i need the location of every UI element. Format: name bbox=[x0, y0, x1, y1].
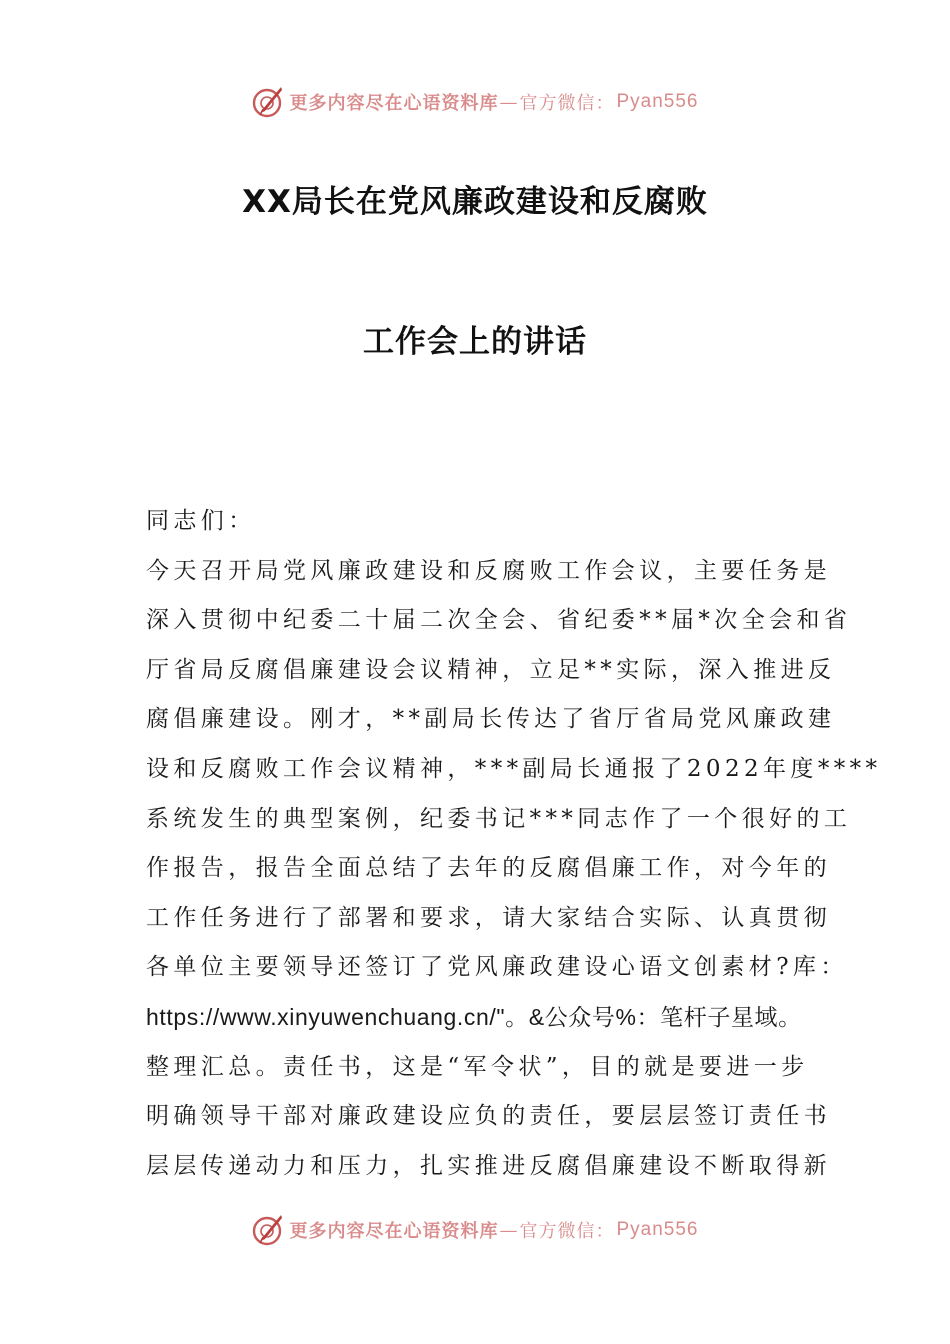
site-name: 更多内容尽在心语资料库 bbox=[289, 93, 499, 114]
wechat-id: Pyan556 bbox=[616, 1219, 699, 1240]
body-line: 深入贯彻中纪委二十届二次全会、省纪委**届*次全会和省 bbox=[146, 607, 852, 634]
wechat-id: Pyan556 bbox=[616, 91, 699, 112]
body-line: 整理汇总。责任书，这是“军令状”，目的就是要进一步 bbox=[146, 1053, 809, 1080]
site-name: 更多内容尽在心语资料库 bbox=[289, 1221, 499, 1242]
wechat-label: 官方微信： bbox=[519, 93, 615, 114]
body-line: 腐倡廉建设。刚才，**副局长传达了省厅省局党风廉政建 bbox=[146, 706, 836, 733]
body-line-url: https://www.xinyuwenchuang.cn/"。&公众号%：笔杆子星域。 bbox=[146, 1003, 802, 1030]
quill-logo-icon bbox=[251, 85, 285, 119]
body-line: 各单位主要领导还签订了党风廉政建设心语文创素材?库： bbox=[146, 954, 848, 981]
banner-dash: — bbox=[499, 1219, 519, 1241]
speech-body bbox=[146, 497, 882, 1191]
document-title-line2: 工作会上的讲话 bbox=[363, 324, 587, 360]
body-line: 作报告，报告全面总结了去年的反腐倡廉工作，对今年的 bbox=[146, 855, 831, 882]
body-line: 系统发生的典型案例，纪委书记***同志作了一个很好的工 bbox=[146, 805, 852, 832]
footer-banner bbox=[0, 1210, 950, 1250]
banner-dash: — bbox=[499, 91, 519, 113]
wechat-label: 官方微信： bbox=[519, 1221, 615, 1242]
body-line: 设和反腐败工作会议精神，***副局长通报了2022年度**** bbox=[146, 755, 882, 782]
document-title-line1: XX局长在党风廉政建设和反腐败 bbox=[242, 184, 708, 220]
body-line: 层层传递动力和压力，扎实推进反腐倡廉建设不断取得新 bbox=[146, 1152, 831, 1179]
body-line: 同志们： bbox=[146, 508, 256, 534]
body-line: 今天召开局党风廉政建设和反腐败工作会议，主要任务是 bbox=[146, 557, 831, 584]
quill-logo-icon bbox=[251, 1213, 285, 1247]
body-line: 工作任务进行了部署和要求，请大家结合实际、认真贯彻 bbox=[146, 904, 831, 931]
body-line: 明确领导干部对廉政建设应负的责任，要层层签订责任书 bbox=[146, 1103, 831, 1130]
header-banner bbox=[0, 82, 950, 122]
body-line: 厅省局反腐倡廉建设会议精神，立足**实际，深入推进反 bbox=[146, 656, 836, 683]
